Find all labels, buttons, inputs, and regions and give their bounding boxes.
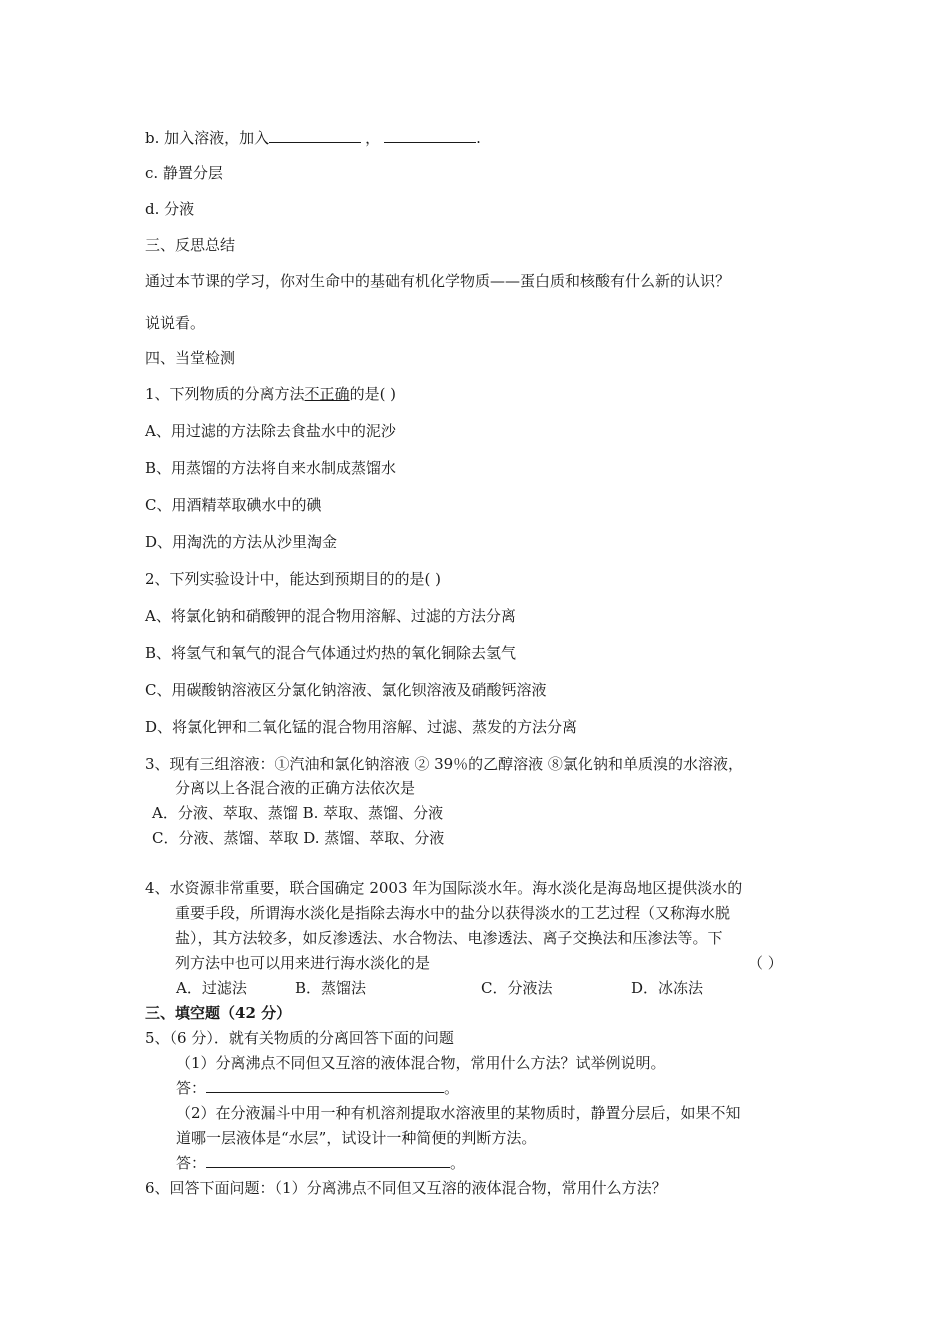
- answer-end-1: 。: [444, 1079, 460, 1097]
- q4-option-c: C．分液法: [481, 979, 553, 997]
- question-5: 5、（6 分）．就有关物质的分离回答下面的问题: [145, 1029, 454, 1047]
- q2-option-a: A、将氯化钠和硝酸钾的混合物用溶解、过滤的方法分离: [145, 607, 516, 625]
- reflection-prompt: 通过本节课的学习，你对生命中的基础有机化学物质——蛋白质和核酸有什么新的认识？: [145, 272, 731, 290]
- question-4-cont-3: 列方法中也可以用来进行海水淡化的是: [175, 954, 431, 972]
- answer-label-1: 答：: [176, 1079, 207, 1097]
- question-4-answer-paren: （ ）: [748, 954, 783, 972]
- item-c: c. 静置分层: [145, 164, 223, 182]
- question-1-underline: 不正确: [304, 385, 350, 403]
- item-b: [145, 128, 481, 148]
- q4-option-b: B．蒸馏法: [295, 979, 367, 997]
- q3-options-cd: C．分液、蒸馏、萃取 D. 蒸馏、萃取、分液: [152, 829, 445, 847]
- answer-blank-1[interactable]: [206, 1078, 444, 1093]
- question-4-cont-2: 盐），其方法较多，如反渗透法、水合物法、电渗透法、离子交换法和压渗法等。下: [175, 929, 723, 947]
- item-d: d. 分液: [145, 200, 195, 218]
- question-1-post: 的是( ): [349, 385, 397, 403]
- question-4: 4、水资源非常重要，联合国确定 2003 年为国际淡水年。海水淡化是海岛地区提供淡水的: [145, 879, 743, 897]
- item-b-sep: ，: [365, 129, 381, 147]
- question-4-cont-1: 重要手段，所谓海水淡化是指除去海水中的盐分以获得淡水的工艺过程（又称海水脱: [175, 904, 731, 922]
- section-test-title: 四、当堂检测: [145, 349, 236, 367]
- question-5-part-2: （2）在分液漏斗中用一种有机溶剂提取水溶液里的某物质时，静置分层后，如果不知: [176, 1104, 741, 1122]
- blank-2[interactable]: [384, 128, 476, 143]
- q1-option-d: D、用淘洗的方法从沙里淘金: [145, 533, 338, 551]
- question-5-part-1: （1）分离沸点不同但又互溶的液体混合物，常用什么方法？试举例说明。: [176, 1054, 666, 1072]
- answer-label-2: 答：: [176, 1154, 207, 1172]
- q1-option-c: C、用酒精萃取碘水中的碘: [145, 496, 322, 514]
- item-b-text: b. 加入溶液，加入: [145, 129, 270, 147]
- q2-option-b: B、将氢气和氧气的混合气体通过灼热的氧化铜除去氢气: [145, 644, 517, 662]
- answer-blank-2[interactable]: [206, 1153, 450, 1168]
- q4-option-d: D．冰冻法: [631, 979, 704, 997]
- question-5-part-2-cont: 道哪一层液体是“水层”，试设计一种简便的判断方法。: [176, 1129, 537, 1147]
- q2-option-c: C、用碳酸钠溶液区分氯化钠溶液、氯化钡溶液及硝酸钙溶液: [145, 681, 547, 699]
- fill-in-section-title: 三、填空题（42 分）: [145, 1004, 292, 1022]
- question-3: 3、现有三组溶液：①汽油和氯化钠溶液 ② 39％的乙醇溶液 ⑧氯化钠和单质溴的水溶液，: [145, 755, 743, 773]
- item-b-end: .: [476, 129, 481, 147]
- blank-1[interactable]: [269, 128, 361, 143]
- answer-end-2: 。: [450, 1154, 466, 1172]
- question-6: 6、回答下面问题：（1）分离沸点不同但又互溶的液体混合物，常用什么方法？: [145, 1179, 667, 1197]
- q1-option-b: B、用蒸馏的方法将自来水制成蒸馏水: [145, 459, 397, 477]
- reflection-prompt-cont: 说说看。: [145, 314, 206, 332]
- q3-options-ab: A．分液、萃取、蒸馏 B. 萃取、蒸馏、分液: [152, 804, 444, 822]
- q4-option-a: A．过滤法: [176, 979, 247, 997]
- question-2: 2、下列实验设计中，能达到预期目的的是( ): [145, 570, 442, 588]
- answer-line-1: [176, 1078, 459, 1098]
- question-1: [145, 384, 396, 404]
- question-3-cont: 分离以上各混合液的正确方法依次是: [175, 779, 416, 797]
- section-reflection-title: 三、反思总结: [145, 236, 236, 254]
- q2-option-d: D、将氯化钾和二氧化锰的混合物用溶解、过滤、蒸发的方法分离: [145, 718, 578, 736]
- answer-line-2: [176, 1153, 465, 1173]
- q1-option-a: A、用过滤的方法除去食盐水中的泥沙: [145, 422, 396, 440]
- question-1-pre: 1、下列物质的分离方法: [145, 385, 305, 403]
